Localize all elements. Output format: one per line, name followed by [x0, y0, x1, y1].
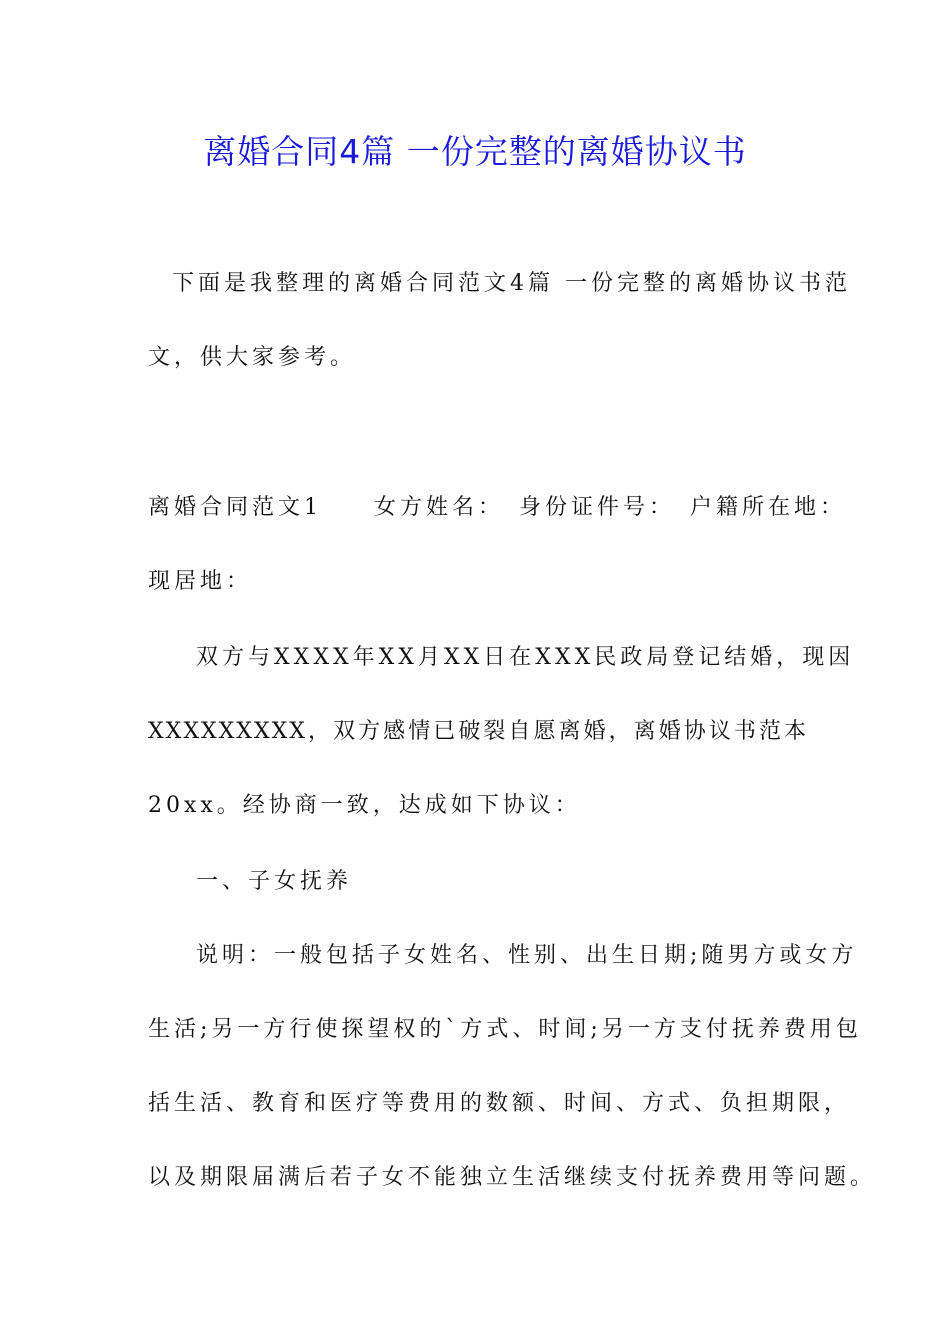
- section-header-line: 离婚合同范文1 女方姓名： 身份证件号： 户籍所在地：: [148, 495, 846, 520]
- item-heading: 一、子女抚养: [196, 869, 353, 894]
- note-line-1: 说明：一般包括子女姓名、性别、出生日期;随男方或女方: [196, 943, 858, 968]
- document-title: 离婚合同4篇 一份完整的离婚协议书: [203, 132, 747, 171]
- intro-line-2: 文，供大家参考。: [148, 345, 357, 370]
- paragraph-line-2: XXXXXXXXX，双方感情已破裂自愿离婚，离婚协议书范本: [148, 719, 808, 744]
- section-header-line-2: 现居地：: [148, 569, 253, 594]
- paragraph-line-3: 20xx。经协商一致，达成如下协议：: [148, 793, 581, 818]
- intro-line-1: 下面是我整理的离婚合同范文4篇 一份完整的离婚协议书范: [172, 271, 851, 296]
- note-line-2: 生活;另一方行使探望权的`方式、时间;另一方支付抚养费用包: [148, 1017, 862, 1042]
- note-line-4: 以及期限届满后若子女不能独立生活继续支付抚养费用等问题。: [148, 1165, 877, 1190]
- paragraph-line-1: 双方与XXXX年XX月XX日在XXX民政局登记结婚，现因: [196, 645, 855, 670]
- note-line-3: 括生活、教育和医疗等费用的数额、时间、方式、负担期限，: [148, 1091, 851, 1116]
